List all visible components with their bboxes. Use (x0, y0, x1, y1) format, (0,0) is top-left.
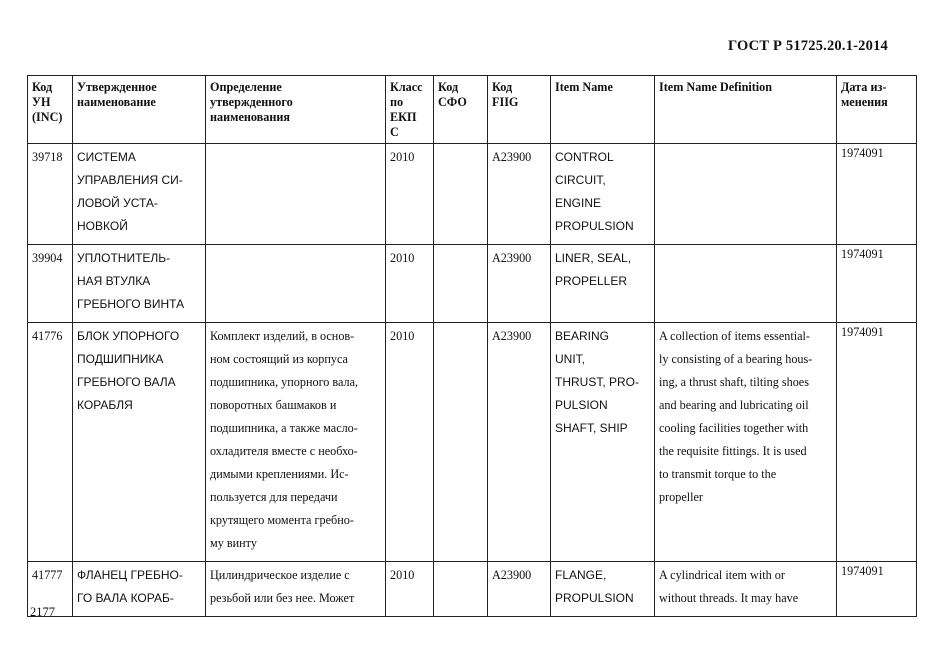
cell-name: УПЛОТНИТЕЛЬ- НАЯ ВТУЛКА ГРЕБНОГО ВИНТА (73, 245, 206, 323)
column-header-code: Код УН (INC) (28, 76, 73, 144)
cell-item-definition (655, 245, 837, 323)
cell-code: 39904 (28, 245, 73, 323)
column-header-item-definition: Item Name Definition (655, 76, 837, 144)
document-standard-header: ГОСТ Р 51725.20.1-2014 (727, 38, 888, 54)
cell-definition (206, 144, 386, 245)
column-header-date: Дата из- менения (837, 76, 917, 144)
column-header-name: Утвержденное наименование (73, 76, 206, 144)
column-header-sfo: Код СФО (434, 76, 488, 144)
page-number: 2177 (30, 605, 55, 619)
cell-item-definition: A collection of items essential- ly consisting of a bearing hous- ing, a thrust shaft, tilting shoes and bearing and lubricating oil cooling facilities together with the requisite fittings. It is used to transmit torque to the propeller (655, 323, 837, 562)
cell-code: 41777 (28, 562, 73, 617)
cell-date: 1974091 (837, 323, 917, 562)
cell-item-name: LINER, SEAL, PROPELLER (551, 245, 655, 323)
cell-item-name: BEARING UNIT, THRUST, PRO- PULSION SHAFT, SHIP (551, 323, 655, 562)
cell-item-definition (655, 144, 837, 245)
table-header-row (28, 76, 917, 144)
cell-item-definition: A cylindrical item with or without threads. It may have (655, 562, 837, 617)
cell-fiig: A23900 (488, 323, 551, 562)
cell-name: СИСТЕМА УПРАВЛЕНИЯ СИ- ЛОВОЙ УСТА- НОВКОЙ (73, 144, 206, 245)
cell-date: 1974091 (837, 245, 917, 323)
cell-class: 2010 (386, 323, 434, 562)
cell-code: 39718 (28, 144, 73, 245)
cell-sfo (434, 323, 488, 562)
cell-class: 2010 (386, 245, 434, 323)
cell-definition: Цилиндрическое изделие с резьбой или без нее. Может (206, 562, 386, 617)
cell-date: 1974091 (837, 144, 917, 245)
table-row (28, 144, 917, 245)
column-header-definition: Определение утвержденного наименования (206, 76, 386, 144)
cell-item-name: FLANGE, PROPULSION (551, 562, 655, 617)
cell-class: 2010 (386, 144, 434, 245)
column-header-class: Класс по ЕКП С (386, 76, 434, 144)
cell-class: 2010 (386, 562, 434, 617)
cell-fiig: A23900 (488, 562, 551, 617)
column-header-fiig: Код FIIG (488, 76, 551, 144)
cell-item-name: CONTROL CIRCUIT, ENGINE PROPULSION (551, 144, 655, 245)
cell-sfo (434, 245, 488, 323)
column-header-item-name: Item Name (551, 76, 655, 144)
cell-definition (206, 245, 386, 323)
table-row (28, 323, 917, 562)
cell-name: БЛОК УПОРНОГО ПОДШИПНИКА ГРЕБНОГО ВАЛА КОРАБЛЯ (73, 323, 206, 562)
cell-date: 1974091 (837, 562, 917, 617)
table-row (28, 562, 917, 617)
table-row (28, 245, 917, 323)
cell-code: 41776 (28, 323, 73, 562)
cell-fiig: A23900 (488, 144, 551, 245)
cell-sfo (434, 144, 488, 245)
cell-fiig: A23900 (488, 245, 551, 323)
cell-name: ФЛАНЕЦ ГРЕБНО- ГО ВАЛА КОРАБ- (73, 562, 206, 617)
cell-definition: Комплект изделий, в основ- ном состоящий из корпуса подшипника, упорного вала, поворотных башмаков и подшипника, а также масло- охладителя вместе с необхо- димыми креплениями. Ис- пользуется для передачи крутящего момента гребно- му винту (206, 323, 386, 562)
cell-sfo (434, 562, 488, 617)
item-registry-table (27, 75, 917, 617)
